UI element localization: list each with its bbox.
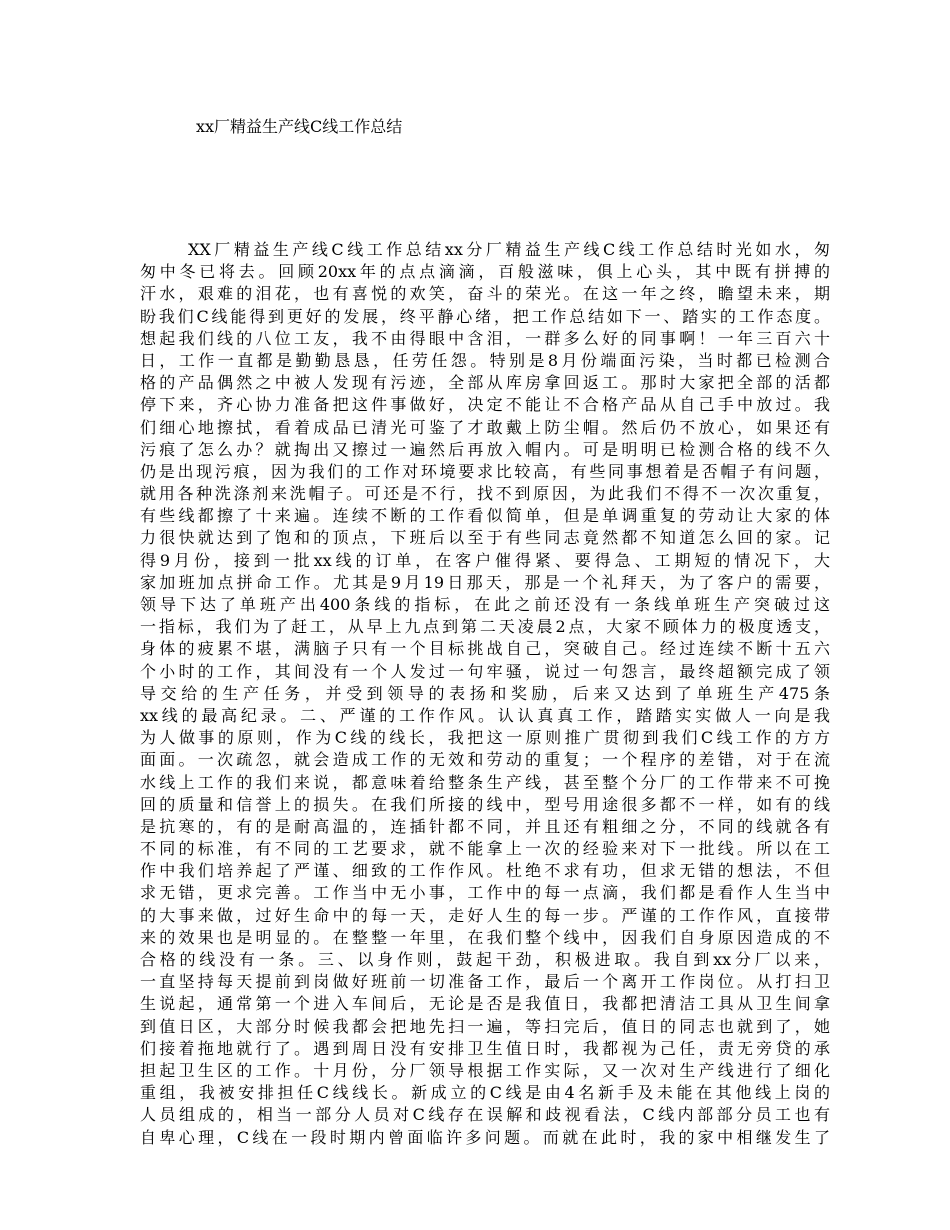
body-text-line: xx线的最高纪录。二、严谨的工作作风。认认真真工作，踏踏实实做人一向是我 <box>140 705 830 725</box>
body-text-line: XX厂精益生产线C线工作总结xx分厂精益生产线C线工作总结时光如水，匆 <box>188 240 830 259</box>
body-text-line: 生说起，通常第一个进入车间后，无论是否是我值日，我都把清洁工具从卫生间拿 <box>140 994 830 1014</box>
body-text-line: 格的产品偶然之中被人发现有污迹，全部从库房拿回返工。那时大家把全部的活都 <box>140 373 830 393</box>
body-text-line: 一指标，我们为了赶工，从早上九点到第二天凌晨2点，大家不顾体力的极度透支， <box>140 617 830 637</box>
body-text-line: 就用各种洗涤剂来洗帽子。可还是不行，找不到原因，为此我们不得不一次次重复， <box>140 484 830 504</box>
body-text-line: 家加班加点拼命工作。尤其是9月19日那天，那是一个礼拜天，为了客户的需要， <box>140 572 830 592</box>
body-text-line: 作中我们培养起了严谨、细致的工作作风。杜绝不求有功，但求无错的想法，不但 <box>140 861 830 881</box>
body-text-line: 想起我们线的八位工友，我不由得眼中含泪，一群多么好的同事啊！一年三百六十 <box>140 328 830 348</box>
body-text-line: 盼我们C线能得到更好的发展，终平静心绪，把工作总结如下一、踏实的工作态度。 <box>140 306 830 326</box>
body-text-line: 们细心地擦拭，看着成品已清光可鉴了才敢戴上防尘帽。然后仍不放心，如果还有 <box>140 417 830 437</box>
body-text-line: 得9月份，接到一批xx线的订单，在客户催得紧、要得急、工期短的情况下，大 <box>140 550 830 570</box>
body-text-line: 人员组成的，相当一部分人员对C线存在误解和歧视看法，C线内部部分员工也有 <box>140 1105 830 1125</box>
body-text-line: 匆中冬已将去。回顾20xx年的点点滴滴，百般滋味，俱上心头，其中既有拼搏的 <box>140 262 830 282</box>
body-text-line: 污痕了怎么办？就掏出又擦过一遍然后再放入帽内。可是明明已检测合格的线不久 <box>140 439 830 459</box>
body-text-line: 领导下达了单班产出400条线的指标，在此之前还没有一条线单班生产突破过这 <box>140 595 830 614</box>
body-text-line: 回的质量和信誉上的损失。在我们所接的线中，型号用途很多都不一样，如有的线 <box>140 794 830 814</box>
body-text-line: 到值日区，大部分时候我都会把地先扫一遍，等扫完后，值日的同志也就到了，她 <box>140 1016 830 1036</box>
body-text-line: 自卑心理，C线在一段时期内曾面临许多问题。而就在此时，我的家中相继发生了 <box>140 1127 830 1147</box>
body-text-line: 力很快就达到了饱和的顶点，下班后以至于有些同志竟然都不知道怎么回的家。记 <box>140 528 830 548</box>
document-body <box>140 239 830 1149</box>
body-text-line: 的大事来做，过好生命中的每一天，走好人生的每一步。严谨的工作作风，直接带 <box>140 905 830 925</box>
body-text-line: 一直坚持每天提前到岗做好班前一切准备工作，最后一个离开工作岗位。从打扫卫 <box>140 972 830 992</box>
document-title: xx厂精益生产线C线工作总结 <box>196 117 403 136</box>
body-text-line: 来的效果也是明显的。在整整一年里，在我们整个线中，因我们自身原因造成的不 <box>140 927 830 947</box>
body-text-line: 重组，我被安排担任C线线长。新成立的C线是由4名新手及未能在其他线上岗的 <box>140 1083 830 1103</box>
body-text-line: 们接着拖地就行了。遇到周日没有安排卫生值日时，我都视为己任，责无旁贷的承 <box>140 1038 830 1058</box>
body-text-line: 担起卫生区的工作。十月份，分厂领导根据工作实际，又一次对生产线进行了细化 <box>140 1060 830 1080</box>
body-text-line: 为人做事的原则，作为C线的线长，我把这一原则推广贯彻到我们C线工作的方方 <box>140 728 830 748</box>
body-text-line: 日，工作一直都是勤勤恳恳，任劳任怨。特别是8月份端面污染，当时都已检测合 <box>140 350 830 370</box>
body-text-line: 水线上工作的我们来说，都意味着给整条生产线，甚至整个分厂的工作带来不可挽 <box>140 772 830 792</box>
body-text-line: 求无错，更求完善。工作当中无小事，工作中的每一点滴，我们都是看作人生当中 <box>140 883 830 903</box>
body-text-line: 汗水，艰难的泪花，也有喜悦的欢笑，奋斗的荣光。在这一年之终，瞻望未来，期 <box>140 284 830 304</box>
body-text-line: 身体的疲累不堪，满脑子只有一个目标挑战自己，突破自己。经过连续不断十五六 <box>140 639 830 659</box>
body-text-line: 合格的线没有一条。三、以身作则，鼓起干劲，积极进取。我自到xx分厂以来， <box>140 950 830 969</box>
body-text-line: 有些线都擦了十来遍。连续不断的工作看似简单，但是单调重复的劳动让大家的体 <box>140 506 830 526</box>
body-text-line: 是抗寒的，有的是耐高温的，连插针都不同，并且还有粗细之分，不同的线就各有 <box>140 816 830 836</box>
body-text-line: 个小时的工作，其间没有一个人发过一句牢骚，说过一句怨言，最终超额完成了领 <box>140 661 830 681</box>
body-text-line: 面面。一次疏忽，就会造成工作的无效和劳动的重复；一个程序的差错，对于在流 <box>140 750 830 770</box>
body-text-line: 导交给的生产任务，并受到领导的表扬和奖励，后来又达到了单班生产475条 <box>140 683 830 703</box>
body-text-line: 停下来，齐心协力准备把这件事做好，决定不能让不合格产品从自己手中放过。我 <box>140 395 830 415</box>
body-text-line: 仍是出现污痕，因为我们的工作对环境要求比较高，有些同事想着是否帽子有问题， <box>140 461 830 481</box>
body-text-line: 不同的标准，有不同的工艺要求，就不能拿上一次的经验来对下一批线。所以在工 <box>140 839 830 859</box>
